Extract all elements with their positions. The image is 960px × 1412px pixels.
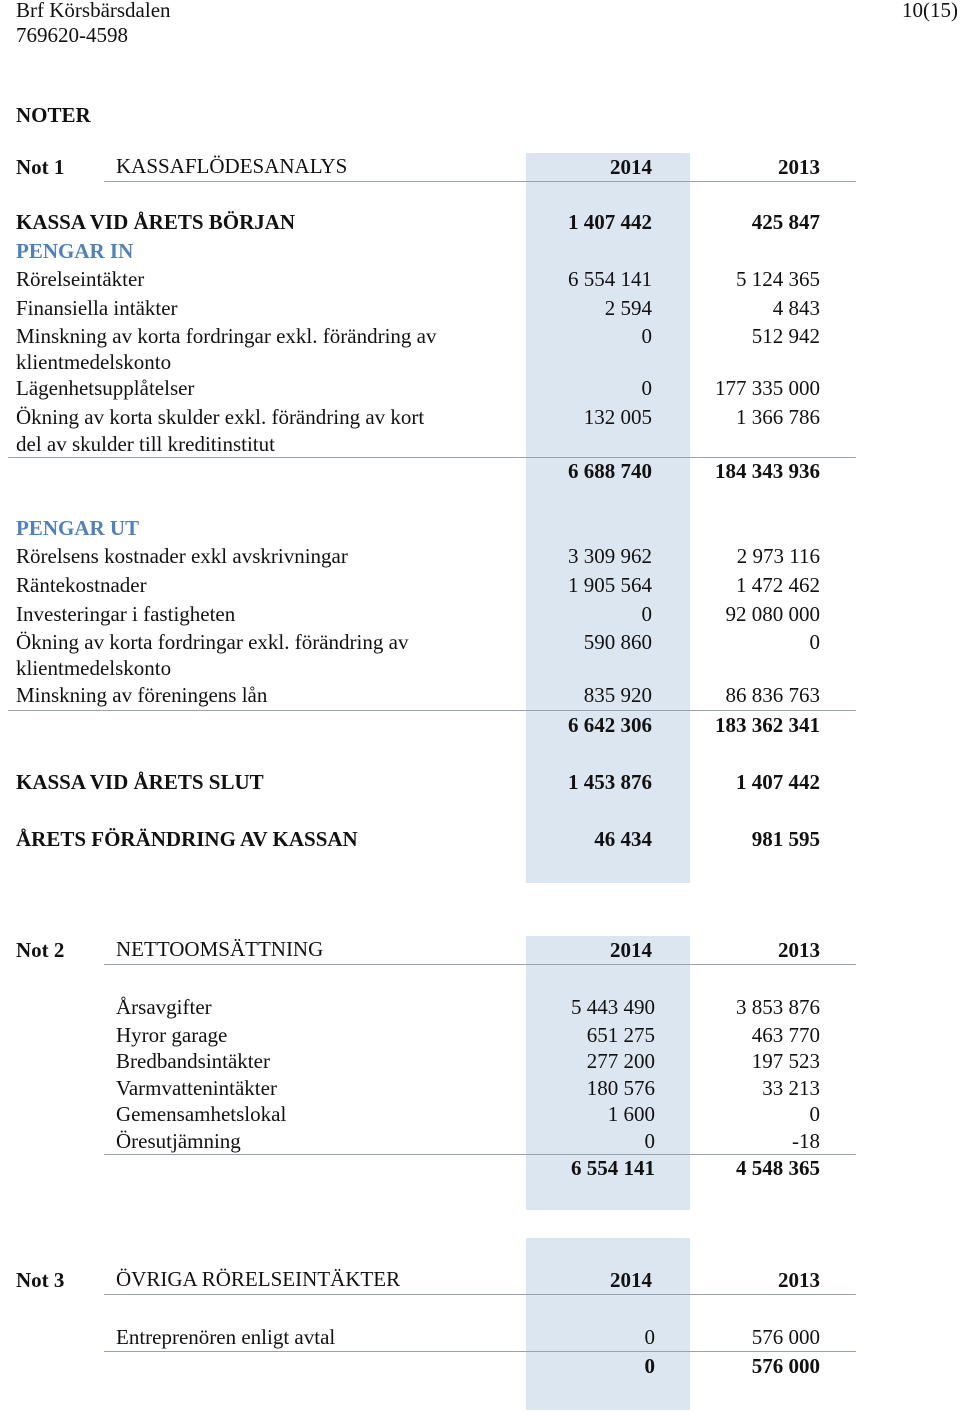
in-row-label-cont: klientmedelskonto	[16, 350, 172, 374]
note3-row-label: Entreprenören enligt avtal	[116, 1325, 336, 1349]
pengar-in-heading: PENGAR IN	[16, 239, 134, 263]
note2-title: NETTOOMSÄTTNING	[116, 937, 324, 961]
in-row-2013: 177 335 000	[715, 376, 820, 400]
pengar-ut-heading: PENGAR UT	[16, 516, 140, 540]
in-row-2014: 132 005	[583, 405, 652, 429]
section-title: NOTER	[16, 103, 91, 127]
note2-header-rule	[104, 964, 856, 965]
note3-number: Not 3	[16, 1268, 65, 1292]
note2-total-2013: 4 548 365	[736, 1156, 820, 1180]
out-row-label: Minskning av föreningens lån	[16, 683, 268, 707]
opening-label: KASSA VID ÅRETS BÖRJAN	[16, 210, 296, 234]
out-row-2014: 835 920	[583, 683, 652, 707]
in-row-label: Ökning av korta skulder exkl. förändring av kort	[16, 405, 425, 429]
note2-row-label: Årsavgifter	[116, 995, 212, 1019]
note2-row-2013: 197 523	[751, 1049, 820, 1073]
note3-title: ÖVRIGA RÖRELSEINTÄKTER	[116, 1267, 401, 1291]
in-row-2014: 2 594	[604, 296, 652, 320]
out-row-2014: 590 860	[583, 630, 652, 654]
note3-2014-column-shade	[526, 1238, 690, 1410]
note3-row-2014: 0	[644, 1325, 655, 1349]
note2-col-2014: 2014	[610, 938, 652, 962]
in-row-2013: 5 124 365	[736, 267, 820, 291]
note2-col-2013: 2013	[778, 938, 820, 962]
out-row-label: Investeringar i fastigheten	[16, 602, 236, 626]
out-row-2014: 3 309 962	[568, 544, 652, 568]
in-total-2014: 6 688 740	[568, 459, 652, 483]
in-row-2013: 512 942	[751, 324, 820, 348]
out-total-2013: 183 362 341	[715, 713, 820, 737]
out-row-2014: 0	[641, 602, 652, 626]
in-row-2013: 1 366 786	[736, 405, 820, 429]
out-total-rule	[8, 710, 856, 711]
note3-row-2013: 576 000	[751, 1325, 820, 1349]
out-row-2013: 92 080 000	[725, 602, 820, 626]
note2-row-2014: 180 576	[586, 1076, 655, 1100]
note2-row-label: Varmvattenintäkter	[116, 1076, 277, 1100]
note2-row-label: Bredbandsintäkter	[116, 1049, 270, 1073]
note1-col-2013: 2013	[778, 155, 820, 179]
closing-label: KASSA VID ÅRETS SLUT	[16, 770, 264, 794]
closing-2013: 1 407 442	[736, 770, 820, 794]
note2-row-2013: 463 770	[751, 1023, 820, 1047]
org-number: 769620-4598	[16, 23, 128, 47]
change-2014: 46 434	[594, 827, 652, 851]
note2-row-2014: 1 600	[607, 1102, 655, 1126]
note1-header-rule	[104, 181, 856, 182]
out-total-2014: 6 642 306	[568, 713, 652, 737]
note2-row-2014: 651 275	[586, 1023, 655, 1047]
in-row-2013: 4 843	[772, 296, 820, 320]
note2-row-label: Hyror garage	[116, 1023, 228, 1047]
out-row-2013: 1 472 462	[736, 573, 820, 597]
in-row-label-cont: del av skulder till kreditinstitut	[16, 432, 275, 456]
out-row-label: Ökning av korta fordringar exkl. förändring av	[16, 630, 409, 654]
note3-col-2014: 2014	[610, 1268, 652, 1292]
out-row-2013: 86 836 763	[725, 683, 820, 707]
in-row-2014: 6 554 141	[568, 267, 652, 291]
out-row-label: Rörelsens kostnader exkl avskrivningar	[16, 544, 348, 568]
in-row-label: Finansiella intäkter	[16, 296, 178, 320]
page-number: 10(15)	[902, 0, 958, 22]
opening-2013: 425 847	[751, 210, 820, 234]
out-row-2013: 2 973 116	[736, 544, 820, 568]
note2-row-2014: 5 443 490	[571, 995, 655, 1019]
note3-total-rule	[104, 1351, 856, 1352]
out-row-2013: 0	[809, 630, 820, 654]
out-row-label: Räntekostnader	[16, 573, 147, 597]
in-row-label: Lägenhetsupplåtelser	[16, 376, 195, 400]
in-row-2014: 0	[641, 324, 652, 348]
note2-row-2014: 0	[644, 1129, 655, 1153]
note2-number: Not 2	[16, 938, 65, 962]
note3-total-2013: 576 000	[751, 1354, 820, 1378]
in-row-label: Rörelseintäkter	[16, 267, 145, 291]
change-2013: 981 595	[751, 827, 820, 851]
note2-total-2014: 6 554 141	[571, 1156, 655, 1180]
note2-row-2014: 277 200	[586, 1049, 655, 1073]
note2-row-2013: -18	[792, 1129, 820, 1153]
note1-title: KASSAFLÖDESANALYS	[116, 154, 348, 178]
note2-row-2013: 3 853 876	[736, 995, 820, 1019]
note2-row-2013: 33 213	[762, 1076, 820, 1100]
closing-2014: 1 453 876	[568, 770, 652, 794]
note1-number: Not 1	[16, 155, 65, 179]
in-row-label: Minskning av korta fordringar exkl. förändring av	[16, 324, 437, 348]
note3-header-rule	[104, 1294, 856, 1295]
note2-row-label: Öresutjämning	[116, 1129, 241, 1153]
out-row-label-cont: klientmedelskonto	[16, 656, 172, 680]
out-row-2014: 1 905 564	[568, 573, 652, 597]
opening-2014: 1 407 442	[568, 210, 652, 234]
company-name: Brf Körsbärsdalen	[16, 0, 171, 22]
note3-col-2013: 2013	[778, 1268, 820, 1292]
note2-row-2013: 0	[809, 1102, 820, 1126]
note3-total-2014: 0	[644, 1354, 655, 1378]
change-label: ÅRETS FÖRÄNDRING AV KASSAN	[16, 827, 358, 851]
in-total-2013: 184 343 936	[715, 459, 820, 483]
note2-row-label: Gemensamhetslokal	[116, 1102, 287, 1126]
in-row-2014: 0	[641, 376, 652, 400]
note1-col-2014: 2014	[610, 155, 652, 179]
